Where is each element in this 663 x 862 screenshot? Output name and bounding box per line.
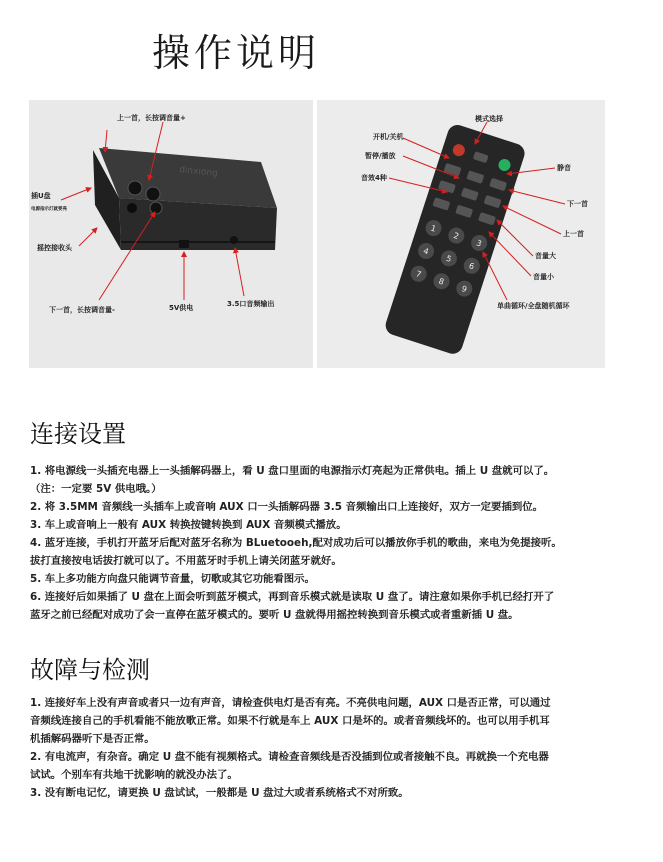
label-ir-receiver: 摇控接收头 bbox=[37, 244, 72, 252]
digit-key-label: 6 bbox=[467, 261, 476, 272]
label-prev-vol-up: 上一首，长按调音量+ bbox=[117, 114, 186, 122]
section-troubleshooting-body bbox=[30, 694, 630, 802]
paragraph-line: 4. 蓝牙连接，手机打开蓝牙后配对蓝牙名称为 BLuetooeh,配对成功后可以播放你手机的歌曲，来电为免提接听。 bbox=[30, 537, 562, 549]
digit-key-label: 3 bbox=[475, 238, 483, 249]
section-connection-body bbox=[30, 462, 630, 624]
paragraph-line: 1. 连接好车上没有声音或者只一边有声音，请检查供电灯是否有亮。不亮供电问题，AUX 口是否正常，可以通过 bbox=[30, 697, 551, 709]
button-icon bbox=[146, 187, 160, 201]
button-icon bbox=[150, 202, 162, 214]
device-brand: dinxiong bbox=[178, 165, 219, 180]
paragraph-line: 蓝牙之前已经配对成功了会一直停在蓝牙模式的。要听 U 盘就得用摇控转换到音乐模式或者重新插 U 盘。 bbox=[30, 609, 519, 621]
digit-key-label: 1 bbox=[429, 223, 438, 234]
paragraph-line: 试试。个别车有共地干扰影响的就没办法了。 bbox=[30, 769, 238, 781]
label-usb-note: 电源指示灯就要亮 bbox=[31, 207, 67, 212]
digit-key-label: 9 bbox=[460, 284, 468, 295]
document-title: 操作说明 bbox=[152, 31, 321, 75]
paragraph-line: 3. 没有断电记忆，请更换 U 盘试试，一般都是 U 盘过大或者系统格式不对所致。 bbox=[30, 787, 409, 799]
aux-port bbox=[230, 236, 238, 244]
label-next: 下一首 bbox=[567, 200, 588, 208]
remote-photo bbox=[317, 100, 605, 368]
label-mute: 静音 bbox=[557, 164, 571, 172]
label-aux: 3.5口音频输出 bbox=[227, 300, 275, 308]
decoder-photo bbox=[29, 100, 313, 368]
paragraph-line: 2. 将 3.5MM 音频线一头插车上或音响 AUX 口一头插解码器 3.5 音频输出口上连接好，双方一定要插到位。 bbox=[30, 501, 544, 513]
label-pause-play: 暂停/播放 bbox=[365, 152, 396, 160]
paragraph-line: 2. 有电流声，有杂音。确定 U 盘不能有视频格式。请检查音频线是否没插到位或者接触不良。再就换一个充电器 bbox=[30, 751, 549, 763]
power-port bbox=[179, 240, 189, 248]
label-vol-up: 音量大 bbox=[535, 252, 556, 260]
digit-key-label: 2 bbox=[452, 230, 460, 242]
label-prev: 上一首 bbox=[563, 230, 584, 238]
digit-key-label: 8 bbox=[437, 276, 446, 287]
button-icon bbox=[128, 181, 142, 195]
label-loop: 单曲循环/全盘随机循环 bbox=[497, 302, 570, 310]
label-next-vol-down: 下一首，长按调音量- bbox=[49, 306, 115, 314]
digit-key-label: 7 bbox=[414, 269, 423, 280]
paragraph-line: 拔打直接按电话拔打就可以了。不用蓝牙时手机上请关闭蓝牙就好。 bbox=[30, 555, 342, 567]
paragraph-line: 6. 连接好后如果插了 U 盘在上面会听到蓝牙模式，再到音乐模式就是读取 U 盘了。请注意如果你手机已经打开了 bbox=[30, 591, 555, 603]
section-heading-connection: 连接设置 bbox=[30, 420, 126, 448]
label-power-onoff: 开机/关机 bbox=[373, 133, 404, 141]
paragraph-line: 1. 将电源线一头插充电器上一头插解码器上，看 U 盘口里面的电源指示灯亮起为正常供电。插上 U 盘就可以了。 bbox=[30, 465, 555, 477]
digit-key-label: 5 bbox=[444, 253, 453, 264]
label-eq: 音效4种 bbox=[361, 174, 387, 182]
paragraph-line: 3. 车上或音响上一般有 AUX 转换按键转换到 AUX 音频模式播放。 bbox=[30, 519, 347, 531]
paragraph-line: （注：一定要 5V 供电哦。） bbox=[30, 483, 162, 495]
label-vol-down: 音量小 bbox=[533, 273, 554, 281]
label-power: 5V供电 bbox=[169, 304, 194, 312]
digit-key-label: 4 bbox=[422, 246, 430, 257]
label-usb: 插U盘 bbox=[31, 192, 51, 200]
paragraph-line: 5. 车上多功能方向盘只能调节音量，切歌或其它功能看图示。 bbox=[30, 573, 315, 585]
paragraph-line: 机插解码器听下是否正常。 bbox=[30, 733, 155, 745]
label-mode: 模式选择 bbox=[475, 115, 503, 123]
paragraph-line: 音频线连接自己的手机看能不能放歌正常。如果不行就是车上 AUX 口是坏的。或者音频线坏的。也可以用手机耳 bbox=[30, 715, 550, 727]
section-heading-troubleshooting: 故障与检测 bbox=[30, 656, 150, 684]
